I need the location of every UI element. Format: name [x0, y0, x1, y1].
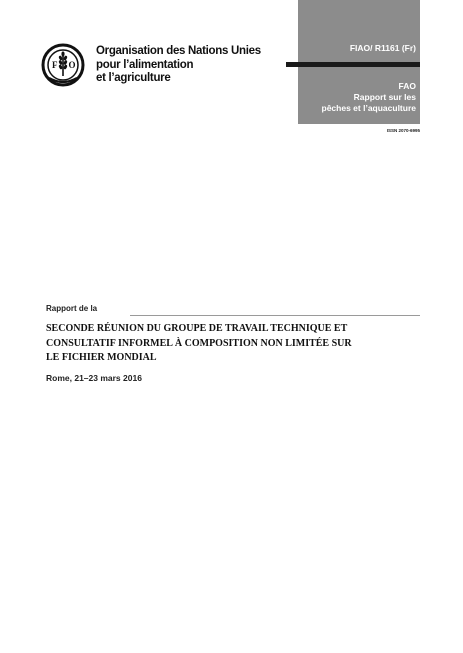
series-title-line: pêches et l’aquaculture — [321, 103, 416, 113]
series-code: FIAO/ R1161 (Fr) — [349, 43, 416, 53]
organization-name-line: et l’agriculture — [96, 72, 171, 84]
svg-text:F: F — [52, 60, 58, 70]
place-and-date: Rome, 21–23 mars 2016 — [46, 373, 142, 383]
series-title-line: FAO — [398, 81, 416, 91]
organization-name-line: pour l’alimentation — [96, 58, 194, 71]
svg-text:O: O — [68, 60, 76, 70]
report-of-label: Rapport de la — [46, 304, 98, 313]
issn-number: ISSN 2070-6995 — [386, 128, 420, 133]
organization-name — [96, 45, 261, 86]
horizontal-rule — [130, 315, 420, 316]
header-divider-bar — [286, 62, 420, 67]
report-title-line: CONSULTATIF INFORMEL À COMPOSITION NON LIMITÉE SUR — [46, 337, 352, 349]
report-title-line: LE FICHIER MONDIAL — [46, 352, 157, 363]
organization-name-line: Organisation des Nations Unies — [96, 45, 261, 57]
series-title-line: Rapport sur les — [353, 92, 416, 102]
report-title-line: SECONDE RÉUNION DU GROUPE DE TRAVAIL TECHNIQUE ET — [46, 323, 348, 334]
fao-logo-icon — [40, 42, 90, 88]
report-title — [46, 322, 416, 366]
series-title — [298, 81, 416, 114]
